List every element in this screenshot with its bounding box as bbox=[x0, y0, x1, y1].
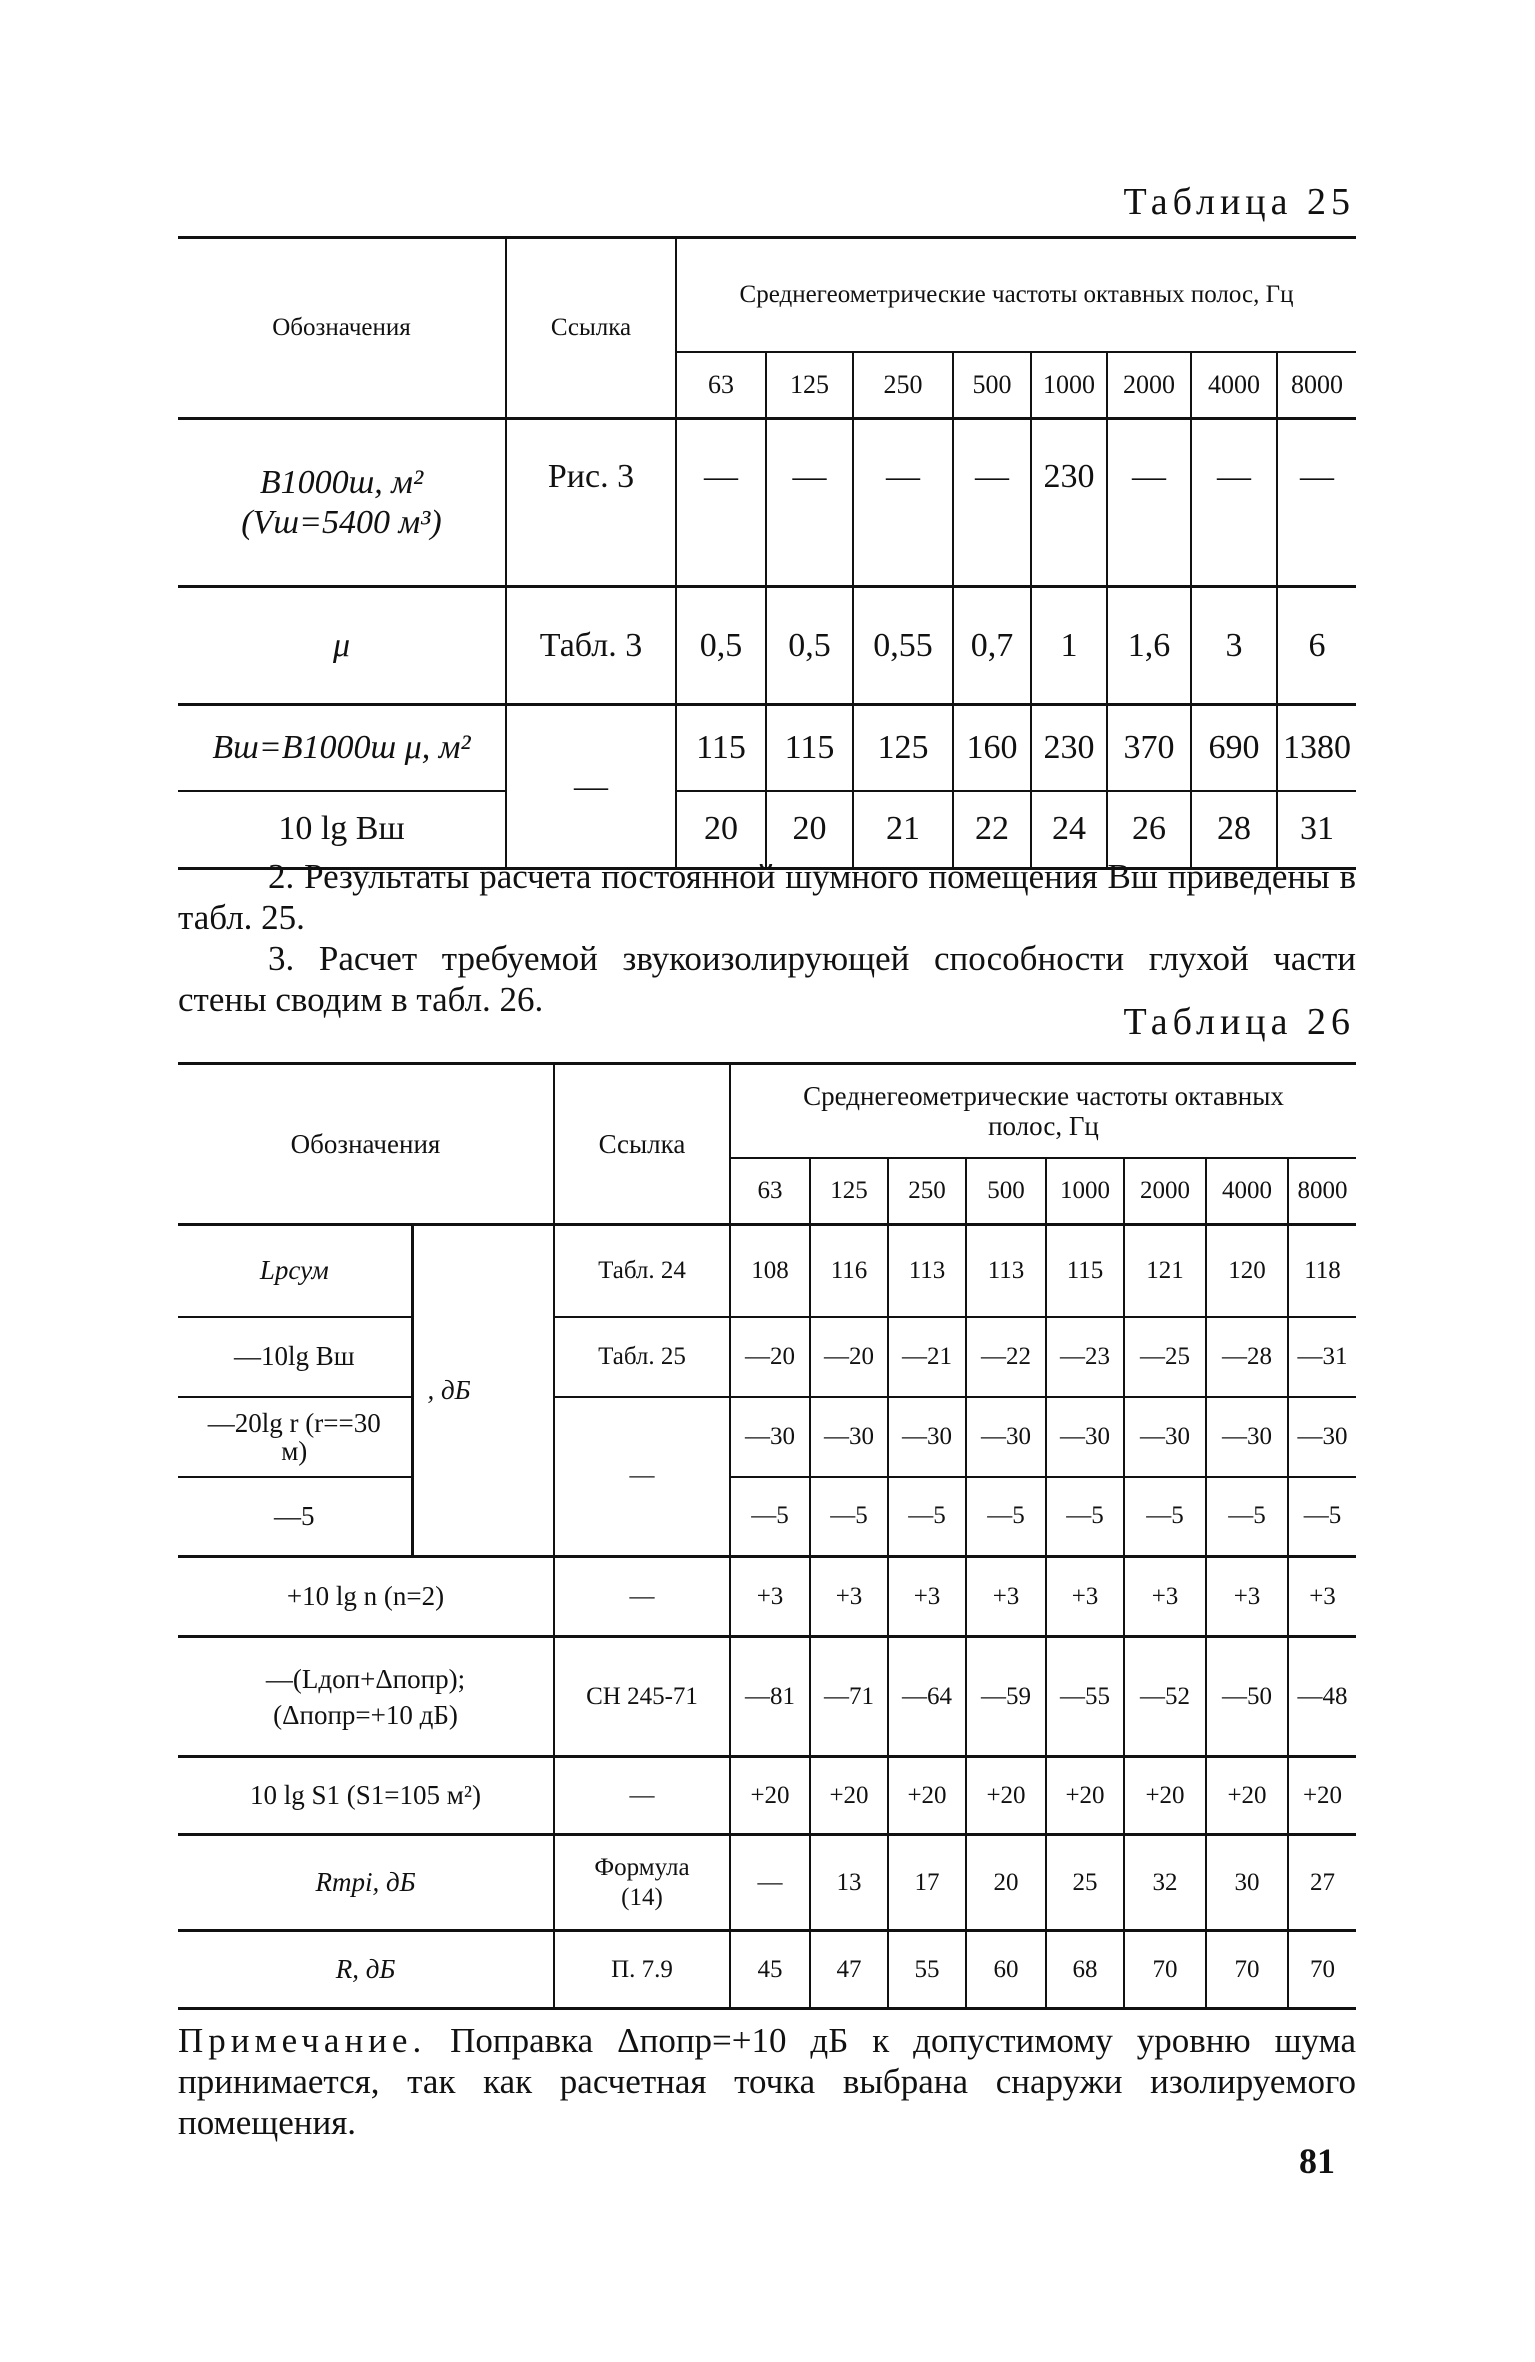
t26-value: 32 bbox=[1124, 1835, 1206, 1931]
t26-value: —81 bbox=[730, 1637, 810, 1757]
t26-value: —30 bbox=[1288, 1397, 1356, 1477]
t25-value: 230 bbox=[1031, 705, 1107, 791]
t26-reference: Табл. 25 bbox=[554, 1317, 730, 1397]
t26-reference: П. 7.9 bbox=[554, 1931, 730, 2009]
t26-value: 108 bbox=[730, 1225, 810, 1317]
t26-designation: +10 lg n (n=2) bbox=[178, 1557, 554, 1637]
t26-value: —28 bbox=[1206, 1317, 1288, 1397]
t26-row bbox=[178, 1397, 1356, 1477]
t26-value: —52 bbox=[1124, 1637, 1206, 1757]
t26-value: 30 bbox=[1206, 1835, 1288, 1931]
t26-freq-header: 500 bbox=[966, 1158, 1046, 1225]
t25-designation-note: (Vш=5400 м³) bbox=[241, 503, 442, 541]
t26-value: +20 bbox=[1046, 1757, 1124, 1835]
t25-value: — bbox=[1107, 419, 1191, 587]
t26-value: +20 bbox=[730, 1757, 810, 1835]
t25-value: 26 bbox=[1107, 791, 1191, 869]
t26-row bbox=[178, 1637, 1356, 1757]
t26-value: 120 bbox=[1206, 1225, 1288, 1317]
t25-value: 0,5 bbox=[676, 587, 766, 705]
t26-freq-header: 4000 bbox=[1206, 1158, 1288, 1225]
t26-designation: —10lg Bш bbox=[178, 1317, 412, 1397]
t26-bracket-unit: , дБ bbox=[412, 1225, 554, 1557]
t25-value: 31 bbox=[1277, 791, 1356, 869]
t25-freq-header: 250 bbox=[853, 352, 953, 419]
t25-value: — bbox=[676, 419, 766, 587]
t26-header-frequencies: Среднегеометрические частоты октавных полос, Гц bbox=[803, 1081, 1284, 1141]
t26-value: —5 bbox=[1288, 1477, 1356, 1557]
t26-designation: 10 lg S1 (S1=105 м²) bbox=[178, 1757, 554, 1835]
t26-value: +20 bbox=[1288, 1757, 1356, 1835]
t26-value: —5 bbox=[730, 1477, 810, 1557]
t25-value: 6 bbox=[1277, 587, 1356, 705]
t26-value: —30 bbox=[1124, 1397, 1206, 1477]
t26-value: —5 bbox=[888, 1477, 966, 1557]
t26-value: 121 bbox=[1124, 1225, 1206, 1317]
t26-value: —30 bbox=[1046, 1397, 1124, 1477]
t26-row bbox=[178, 1931, 1356, 2009]
t26-value: +3 bbox=[810, 1557, 888, 1637]
t26-value: — bbox=[730, 1835, 810, 1931]
t26-value: —30 bbox=[1206, 1397, 1288, 1477]
t25-designation: Bш=B1000ш μ, м² bbox=[178, 705, 506, 791]
t26-value: —5 bbox=[810, 1477, 888, 1557]
t25-header-frequencies: Среднегеометрические частоты октавных полос, Гц bbox=[739, 281, 1294, 308]
t25-reference: Рис. 3 bbox=[506, 419, 676, 587]
t26-reference: — bbox=[554, 1757, 730, 1835]
t26-value: 70 bbox=[1124, 1931, 1206, 2009]
t26-value: —55 bbox=[1046, 1637, 1124, 1757]
t26-value: 118 bbox=[1288, 1225, 1356, 1317]
t26-value: +3 bbox=[1046, 1557, 1124, 1637]
t26-reference: Формула (14) bbox=[554, 1835, 730, 1931]
t26-value: +20 bbox=[1206, 1757, 1288, 1835]
table-25 bbox=[178, 236, 1356, 870]
t26-value: +3 bbox=[888, 1557, 966, 1637]
t25-value: 24 bbox=[1031, 791, 1107, 869]
t26-freq-header: 63 bbox=[730, 1158, 810, 1225]
t26-value: 113 bbox=[966, 1225, 1046, 1317]
t25-designation: B1000ш, м² bbox=[259, 463, 424, 501]
t26-value: +20 bbox=[966, 1757, 1046, 1835]
t26-row bbox=[178, 1477, 1356, 1557]
t26-value: —5 bbox=[1124, 1477, 1206, 1557]
t26-value: 27 bbox=[1288, 1835, 1356, 1931]
t26-value: 116 bbox=[810, 1225, 888, 1317]
t26-value: —71 bbox=[810, 1637, 888, 1757]
t25-row bbox=[178, 587, 1356, 705]
t26-value: —22 bbox=[966, 1317, 1046, 1397]
t25-freq-header: 63 bbox=[676, 352, 766, 419]
t26-value: —5 bbox=[966, 1477, 1046, 1557]
t26-value: +3 bbox=[1288, 1557, 1356, 1637]
t26-value: —5 bbox=[1046, 1477, 1124, 1557]
table-25-caption: Таблица 25 bbox=[1123, 181, 1355, 223]
t26-value: —25 bbox=[1124, 1317, 1206, 1397]
t26-value: 47 bbox=[810, 1931, 888, 2009]
t25-freq-header: 500 bbox=[953, 352, 1031, 419]
t25-value: — bbox=[1191, 419, 1277, 587]
t25-row bbox=[178, 705, 1356, 791]
t25-designation: 10 lg Bш bbox=[178, 791, 506, 869]
t26-designation: —20lg r (r==30 м) bbox=[178, 1397, 412, 1477]
t25-value: 1380 bbox=[1277, 705, 1356, 791]
t26-value: 20 bbox=[966, 1835, 1046, 1931]
t26-designation: R, дБ bbox=[178, 1931, 554, 2009]
t25-value: 20 bbox=[676, 791, 766, 869]
t25-value: 0,7 bbox=[953, 587, 1031, 705]
note bbox=[178, 2020, 1356, 2143]
t25-header-designation: Обозначения bbox=[178, 238, 506, 419]
t25-freq-header: 125 bbox=[766, 352, 853, 419]
t25-reference: Табл. 3 bbox=[506, 587, 676, 705]
t26-row bbox=[178, 1225, 1356, 1317]
paragraph-2: 2. Результаты расчета постоянной шумного помещения Bш приведены в табл. 25. bbox=[178, 857, 1356, 937]
t26-value: +20 bbox=[1124, 1757, 1206, 1835]
t26-freq-header: 1000 bbox=[1046, 1158, 1124, 1225]
note-text: Поправка Δпопр=+10 дБ к допустимому уровню шума принимается, так как расчетная точка выбрана снаружи изолируемого помещения. bbox=[178, 2021, 1357, 2142]
t25-freq-header: 1000 bbox=[1031, 352, 1107, 419]
t26-reference: СН 245-71 bbox=[554, 1637, 730, 1757]
t26-value: —59 bbox=[966, 1637, 1046, 1757]
t25-value: 28 bbox=[1191, 791, 1277, 869]
page-number: 81 bbox=[1299, 2141, 1335, 2181]
t26-value: 60 bbox=[966, 1931, 1046, 2009]
t26-value: —30 bbox=[810, 1397, 888, 1477]
t25-header-reference: Ссылка bbox=[506, 238, 676, 419]
t26-value: —31 bbox=[1288, 1317, 1356, 1397]
t26-value: 115 bbox=[1046, 1225, 1124, 1317]
t25-value: 690 bbox=[1191, 705, 1277, 791]
t26-freq-header: 8000 bbox=[1288, 1158, 1356, 1225]
t25-reference: — bbox=[506, 705, 676, 869]
table-26 bbox=[178, 1062, 1356, 2010]
t26-designation: Rтрi, дБ bbox=[178, 1835, 554, 1931]
t26-value: —23 bbox=[1046, 1317, 1124, 1397]
t25-value: 125 bbox=[853, 705, 953, 791]
t26-row bbox=[178, 1317, 1356, 1397]
t26-value: —64 bbox=[888, 1637, 966, 1757]
paragraph-3: 3. Расчет требуемой звукоизолирующей способности глухой части стены сводим в табл. 26. bbox=[178, 939, 1356, 1019]
t25-value: 1 bbox=[1031, 587, 1107, 705]
t25-value: 3 bbox=[1191, 587, 1277, 705]
t25-value: 115 bbox=[676, 705, 766, 791]
t25-value: 22 bbox=[953, 791, 1031, 869]
t26-value: 113 bbox=[888, 1225, 966, 1317]
t25-designation: μ bbox=[178, 587, 506, 705]
t26-value: 45 bbox=[730, 1931, 810, 2009]
t26-value: +20 bbox=[888, 1757, 966, 1835]
t25-value: 370 bbox=[1107, 705, 1191, 791]
table-26-caption: Таблица 26 bbox=[1123, 1001, 1355, 1043]
t26-value: +3 bbox=[966, 1557, 1046, 1637]
t25-value: — bbox=[766, 419, 853, 587]
t26-row bbox=[178, 1757, 1356, 1835]
t26-value: +3 bbox=[730, 1557, 810, 1637]
t26-value: —30 bbox=[966, 1397, 1046, 1477]
t26-value: —30 bbox=[730, 1397, 810, 1477]
t26-row bbox=[178, 1835, 1356, 1931]
t26-value: —30 bbox=[888, 1397, 966, 1477]
t25-value: 1,6 bbox=[1107, 587, 1191, 705]
t26-designation: —5 bbox=[178, 1477, 412, 1557]
t25-value: 21 bbox=[853, 791, 953, 869]
t26-value: —5 bbox=[1206, 1477, 1288, 1557]
t26-value: —50 bbox=[1206, 1637, 1288, 1757]
t25-freq-header: 2000 bbox=[1107, 352, 1191, 419]
t26-value: 25 bbox=[1046, 1835, 1124, 1931]
t26-reference: — bbox=[554, 1397, 730, 1557]
t26-value: 17 bbox=[888, 1835, 966, 1931]
t26-value: 70 bbox=[1206, 1931, 1288, 2009]
t25-freq-header: 8000 bbox=[1277, 352, 1356, 419]
t26-value: +3 bbox=[1206, 1557, 1288, 1637]
t26-header-reference: Ссылка bbox=[554, 1064, 730, 1225]
t26-freq-header: 250 bbox=[888, 1158, 966, 1225]
t25-value: 0,55 bbox=[853, 587, 953, 705]
t26-reference: Табл. 24 bbox=[554, 1225, 730, 1317]
t25-value: — bbox=[1277, 419, 1356, 587]
t26-value: +20 bbox=[810, 1757, 888, 1835]
t25-value: 230 bbox=[1031, 419, 1107, 587]
t26-value: —21 bbox=[888, 1317, 966, 1397]
t26-value: 70 bbox=[1288, 1931, 1356, 2009]
t26-value: —48 bbox=[1288, 1637, 1356, 1757]
t26-value: 13 bbox=[810, 1835, 888, 1931]
t25-value: 160 bbox=[953, 705, 1031, 791]
note-label: Примечание. bbox=[178, 2021, 427, 2060]
t26-freq-header: 125 bbox=[810, 1158, 888, 1225]
t25-value: — bbox=[953, 419, 1031, 587]
t25-value: 115 bbox=[766, 705, 853, 791]
t26-row bbox=[178, 1557, 1356, 1637]
t26-designation: —(Lдоп+Δпопр); (Δпопр=+10 дБ) bbox=[178, 1637, 554, 1757]
t26-value: 55 bbox=[888, 1931, 966, 2009]
t26-header-designation: Обозначения bbox=[178, 1064, 554, 1225]
t26-value: 68 bbox=[1046, 1931, 1124, 2009]
t26-value: —20 bbox=[730, 1317, 810, 1397]
t26-freq-header: 2000 bbox=[1124, 1158, 1206, 1225]
t26-value: —20 bbox=[810, 1317, 888, 1397]
t25-value: 0,5 bbox=[766, 587, 853, 705]
t25-value: 20 bbox=[766, 791, 853, 869]
t26-reference: — bbox=[554, 1557, 730, 1637]
t26-designation: Lрсум bbox=[178, 1225, 412, 1317]
t25-row bbox=[178, 419, 1356, 587]
t25-freq-header: 4000 bbox=[1191, 352, 1277, 419]
t25-value: — bbox=[853, 419, 953, 587]
t26-value: +3 bbox=[1124, 1557, 1206, 1637]
